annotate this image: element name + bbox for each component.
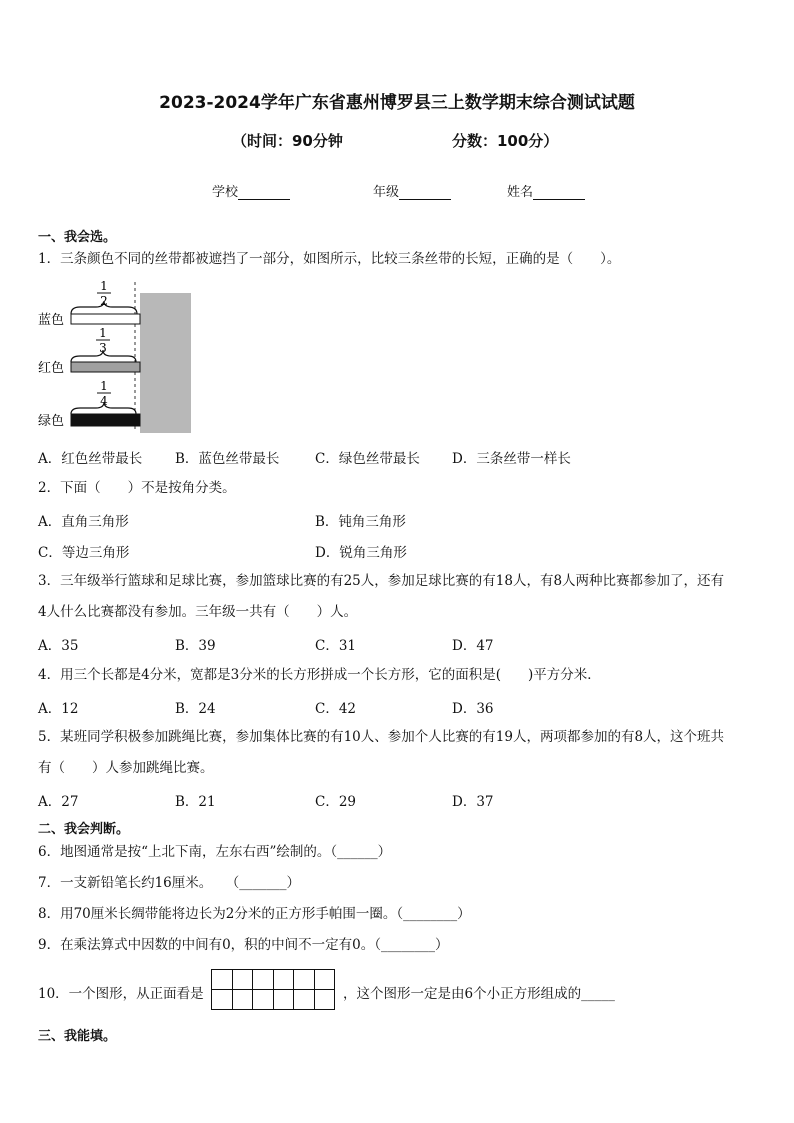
q2-option-d[interactable]: D．锐角三角形 bbox=[315, 545, 407, 561]
school-label: 学校 bbox=[212, 185, 239, 200]
question-4: 4．用三个长都是4分米，宽都是3分米的长方形拼成一个长方形，它的面积是( )平方分米． bbox=[38, 667, 601, 683]
wall-cover bbox=[140, 293, 191, 433]
brace-green bbox=[71, 402, 136, 414]
question-10-after[interactable]: ，这个图形一定是由6个小正方形组成的_____ bbox=[343, 986, 615, 1002]
grade-label: 年级 bbox=[373, 185, 400, 200]
score-label: 分数：100分） bbox=[452, 132, 559, 150]
school-blank[interactable] bbox=[238, 186, 290, 200]
q5-option-a[interactable]: A．27 bbox=[38, 794, 79, 810]
ribbon-label-blue: 蓝色 bbox=[38, 313, 65, 328]
section-heading-3: 三、我能填。 bbox=[38, 1029, 117, 1044]
ribbon-label-green: 绿色 bbox=[38, 414, 65, 429]
ribbon-blue bbox=[71, 314, 140, 324]
brace-red bbox=[71, 350, 136, 362]
q4-option-a[interactable]: A．12 bbox=[38, 701, 79, 717]
question-5-line-2: 有（ ）人参加跳绳比赛。 bbox=[38, 760, 214, 776]
question-7[interactable]: 7．一支新铅笔长约16厘米。 （_______） bbox=[38, 875, 301, 891]
grade-field[interactable] bbox=[373, 181, 451, 200]
grid-row bbox=[212, 970, 335, 990]
question-8[interactable]: 8．用70厘米长绸带能将边长为2分米的正方形手帕围一圈。（________） bbox=[38, 906, 471, 922]
grid-cell bbox=[232, 990, 253, 1010]
grid-row bbox=[212, 990, 335, 1010]
question-3-line-1: 3．三年级举行篮球和足球比赛，参加篮球比赛的有25人，参加足球比赛的有18人，有8人两种比赛都参加了，还有 bbox=[38, 573, 725, 589]
grid-cell bbox=[212, 970, 233, 990]
fraction-num-green: 1 bbox=[100, 379, 108, 393]
section-heading-1: 一、我会选。 bbox=[38, 230, 117, 245]
ribbon-red bbox=[71, 362, 140, 372]
q5-option-c[interactable]: C．29 bbox=[315, 794, 357, 810]
q2-option-c[interactable]: C．等边三角形 bbox=[38, 545, 130, 561]
q5-option-b[interactable]: B．21 bbox=[175, 794, 216, 810]
question-10-before: 10．一个图形，从正面看是 bbox=[38, 986, 204, 1002]
q1-option-b[interactable]: B．蓝色丝带最长 bbox=[175, 451, 280, 467]
ribbon-label-red: 红色 bbox=[38, 361, 65, 376]
fraction-num-blue: 1 bbox=[100, 280, 108, 293]
front-view-grid bbox=[211, 969, 335, 1010]
ribbon-green bbox=[71, 414, 140, 426]
fraction-den-red: 3 bbox=[99, 341, 107, 355]
grade-blank[interactable] bbox=[399, 186, 451, 200]
grid-cell bbox=[314, 970, 335, 990]
q4-option-c[interactable]: C．42 bbox=[315, 701, 357, 717]
q3-option-d[interactable]: D．47 bbox=[452, 638, 494, 654]
q1-option-d[interactable]: D．三条丝带一样长 bbox=[452, 451, 571, 467]
q1-option-c[interactable]: C．绿色丝带最长 bbox=[315, 451, 420, 467]
name-blank[interactable] bbox=[533, 186, 585, 200]
grid-cell bbox=[273, 990, 294, 1010]
section-heading-2: 二、我会判断。 bbox=[38, 822, 130, 837]
q3-option-c[interactable]: C．31 bbox=[315, 638, 357, 654]
question-2: 2．下面（ ）不是按角分类。 bbox=[38, 480, 236, 496]
fraction-den-green: 4 bbox=[100, 394, 108, 408]
q2-option-a[interactable]: A．直角三角形 bbox=[38, 514, 129, 530]
name-field[interactable] bbox=[507, 181, 585, 200]
question-5-line-1: 5．某班同学积极参加跳绳比赛，参加集体比赛的有10人、参加个人比赛的有19人，两项都参加的有8人，这个班共 bbox=[38, 729, 725, 745]
question-3-line-2: 4人什么比赛都没有参加。三年级一共有（ ）人。 bbox=[38, 604, 358, 620]
grid-cell bbox=[212, 990, 233, 1010]
q1-option-a[interactable]: A．红色丝带最长 bbox=[38, 451, 143, 467]
time-label: （时间：90分钟 bbox=[232, 132, 343, 150]
page-title: 2023-2024学年广东省惠州博罗县三上数学期末综合测试试题 bbox=[159, 93, 635, 113]
grid-cell bbox=[232, 970, 253, 990]
fraction-den-blue: 2 bbox=[100, 294, 108, 308]
question-6[interactable]: 6．地图通常是按“上北下南，左东右西”绘制的。（______） bbox=[38, 844, 392, 860]
q3-option-a[interactable]: A．35 bbox=[38, 638, 79, 654]
q2-option-b[interactable]: B．钝角三角形 bbox=[315, 514, 406, 530]
fraction-num-red: 1 bbox=[99, 326, 107, 340]
question-1: 1．三条颜色不同的丝带都被遮挡了一部分，如图所示，比较三条丝带的长短，正确的是（ ）。 bbox=[38, 251, 621, 267]
grid-cell bbox=[294, 970, 315, 990]
grid-cell bbox=[253, 970, 274, 990]
q3-option-b[interactable]: B．39 bbox=[175, 638, 216, 654]
grid-cell bbox=[253, 990, 274, 1010]
grid-cell bbox=[273, 970, 294, 990]
grid-cell bbox=[294, 990, 315, 1010]
q4-option-d[interactable]: D．36 bbox=[452, 701, 494, 717]
school-field[interactable] bbox=[212, 181, 290, 200]
ribbon-figure bbox=[30, 280, 200, 435]
q4-option-b[interactable]: B．24 bbox=[175, 701, 216, 717]
grid-cell bbox=[314, 990, 335, 1010]
name-label: 姓名 bbox=[507, 185, 534, 200]
q5-option-d[interactable]: D．37 bbox=[452, 794, 494, 810]
question-9[interactable]: 9．在乘法算式中因数的中间有0，积的中间不一定有0。（________） bbox=[38, 937, 449, 953]
